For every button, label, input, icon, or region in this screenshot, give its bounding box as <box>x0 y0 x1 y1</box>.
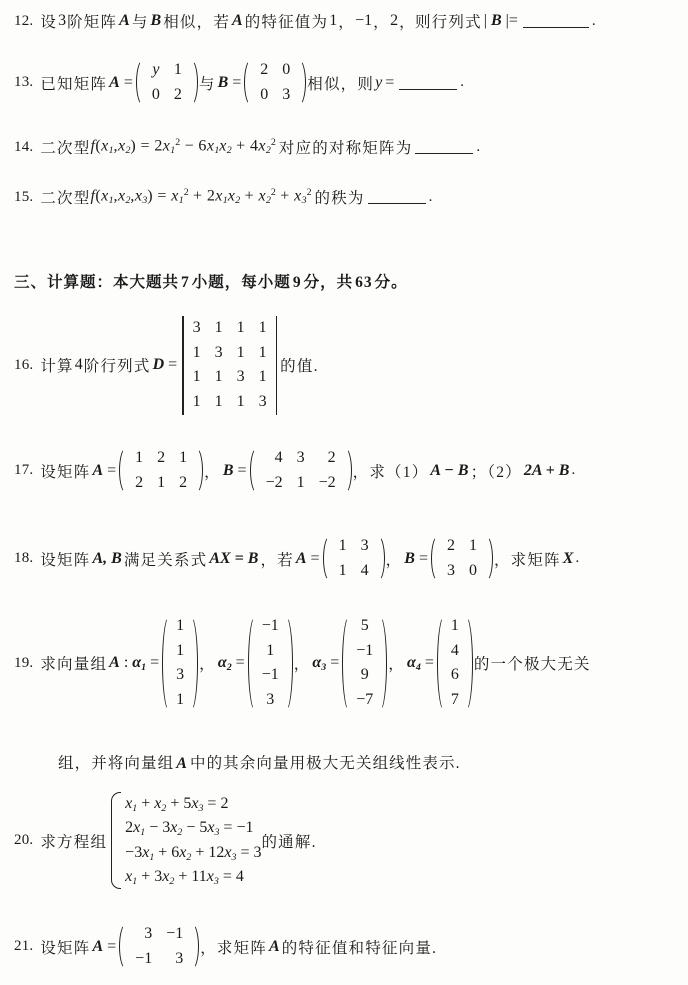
section-desc-2: 小题，每小题 <box>191 274 291 291</box>
matrix-cell: −1 <box>166 925 184 942</box>
question-16-order: 4 <box>74 356 83 374</box>
question-12-mid1: 与 <box>131 14 149 31</box>
question-18-equals-2: = <box>418 549 428 567</box>
matrix-cell: 3 <box>258 393 267 411</box>
matrix-cell: −7 <box>356 691 374 709</box>
matrix-cell: 0 <box>282 61 291 78</box>
question-19-continuation-1: 组，并将向量组 <box>58 755 175 772</box>
question-12-matrix-a2: A <box>232 12 243 29</box>
paren-left-icon <box>342 614 351 713</box>
question-14 <box>14 136 480 158</box>
question-21-matrix-a-name: A <box>92 937 104 955</box>
question-12-order: 3 <box>58 12 67 29</box>
section-title: 计算题： <box>47 274 114 291</box>
question-13-answer-blank[interactable] <box>399 76 457 90</box>
question-19-number: 19. <box>14 654 34 671</box>
question-19-vector-4-name: $\alpha_4$ <box>407 654 421 673</box>
question-14-period: . <box>476 138 481 155</box>
question-13-equals: = <box>123 73 133 91</box>
question-19-vector-3 <box>342 614 387 713</box>
question-15-period: . <box>428 188 433 205</box>
matrix-cell: 4 <box>274 449 283 466</box>
brace-left-icon <box>107 792 119 889</box>
matrix-cell: 1 <box>338 561 347 579</box>
question-16-determinant <box>180 316 279 415</box>
question-17 <box>14 446 575 495</box>
matrix-cell: −2 <box>318 473 336 491</box>
question-19 <box>14 614 591 713</box>
question-20-lead: 求方程组 <box>40 833 108 851</box>
matrix-cell: −1 <box>261 617 279 634</box>
det-bar-left-icon <box>182 316 184 415</box>
question-17-matrix-b <box>250 446 352 495</box>
question-18-relation: AX = B <box>209 549 259 567</box>
paren-left-icon <box>136 58 145 107</box>
question-17-equals-2: = <box>237 461 247 479</box>
matrix-cell: 4 <box>450 641 459 659</box>
paren-right-icon <box>189 614 198 713</box>
question-13-variable: y <box>375 73 383 91</box>
question-18-period: . <box>575 550 580 567</box>
equals-sign: = <box>424 654 434 672</box>
question-18-mid: 满足关系式 <box>123 551 208 569</box>
question-13-matrix-b <box>244 58 306 107</box>
matrix-cell: 1 <box>468 537 477 554</box>
question-15-lead: 二次型 <box>40 190 91 207</box>
question-17-matrix-a-name: A <box>92 461 104 479</box>
question-15-answer-blank[interactable] <box>368 190 426 204</box>
question-12 <box>14 10 596 32</box>
paren-right-icon <box>190 922 199 971</box>
question-17-matrix-b-name: B <box>222 461 234 479</box>
question-21 <box>14 922 437 971</box>
question-16-equals: = <box>168 356 178 374</box>
paren-left-icon <box>119 446 128 495</box>
vector-separator: ， <box>388 656 405 674</box>
matrix-cell: 1 <box>258 343 267 361</box>
matrix-cell: 0 <box>151 85 160 103</box>
equals-sign: = <box>150 654 160 672</box>
question-14-lead: 二次型 <box>40 140 91 157</box>
matrix-cell: 1 <box>176 617 185 634</box>
question-19-vector-1 <box>162 614 198 713</box>
question-12-lead: 设 <box>40 14 58 31</box>
question-13-matrix-b-name: B <box>217 73 229 91</box>
question-13-mid1: 与 <box>198 75 216 93</box>
paren-right-icon <box>284 614 293 713</box>
matrix-row <box>186 341 274 366</box>
matrix-cell: 3 <box>360 537 369 554</box>
matrix-row <box>186 316 274 341</box>
matrix-cell: −2 <box>265 473 283 491</box>
question-17-period: . <box>571 462 576 479</box>
section-desc-1: 本大题共 <box>113 274 180 291</box>
question-18-matrix-x-name: X <box>562 549 574 567</box>
question-19-continuation <box>58 751 461 773</box>
matrix-cell: 1 <box>176 641 185 659</box>
question-12-sep3: ， <box>399 14 415 31</box>
matrix-cell: −1 <box>261 666 279 684</box>
question-13 <box>14 58 464 107</box>
matrix-row <box>259 446 343 471</box>
question-21-tail-2: 的特征值和特征向量. <box>281 939 438 957</box>
paren-right-icon <box>297 58 306 107</box>
question-13-lead: 已知矩阵 <box>40 75 108 93</box>
matrix-cell: 1 <box>266 641 275 659</box>
matrix-cell: 1 <box>214 368 223 386</box>
equals-sign: = <box>235 654 245 672</box>
question-13-matrix-a-name: A <box>109 73 120 91</box>
matrix-cell: −1 <box>356 641 374 659</box>
matrix-cell: 3 <box>144 925 153 942</box>
matrix-cell: 2 <box>327 449 336 466</box>
matrix-cell: 9 <box>360 666 369 684</box>
matrix-cell: 3 <box>266 691 275 709</box>
question-19-lead: 求向量组 <box>40 656 108 674</box>
question-12-eigenvalue-2: −1 <box>355 12 373 29</box>
paren-right-icon <box>189 58 198 107</box>
matrix-cell: 3 <box>214 343 223 361</box>
matrix-cell: 1 <box>173 61 182 78</box>
question-13-mid2: 相似，则 <box>307 75 375 93</box>
matrix-cell: −1 <box>135 949 153 967</box>
question-12-number: 12. <box>14 12 34 29</box>
paren-right-icon <box>464 614 473 713</box>
question-18-comma: ，若 <box>260 551 294 569</box>
question-16-lead2: 阶行列式 <box>83 358 151 376</box>
question-18-number: 18. <box>14 550 34 567</box>
matrix-cell: 2 <box>179 473 188 491</box>
matrix-cell: 1 <box>214 393 223 411</box>
question-19-vector-4 <box>437 614 473 713</box>
section-per-score: 9 <box>292 274 302 291</box>
question-12-det-name: B <box>490 12 502 29</box>
matrix-cell: 3 <box>176 666 185 684</box>
question-19-tail: 的一个极大无关 <box>473 656 591 674</box>
question-13-number: 13. <box>14 74 34 91</box>
question-16-det-name: D <box>152 356 165 374</box>
question-19-vector-1-name: $\alpha_1$ <box>132 654 147 673</box>
paren-left-icon <box>250 446 259 495</box>
question-16 <box>14 316 319 415</box>
matrix-cell: 1 <box>192 343 201 361</box>
matrix-cell: 2 <box>135 473 144 491</box>
question-12-eigenvalue-1: 1 <box>329 12 338 29</box>
matrix-cell: 1 <box>450 617 459 634</box>
matrix-cell: 3 <box>192 319 201 336</box>
equals-sign: = <box>330 654 340 672</box>
question-12-period: . <box>591 12 596 29</box>
section-question-count: 7 <box>181 274 190 291</box>
matrix-row <box>259 471 343 496</box>
equation-2: $2x_1 - 3x_2 - 5x_3 = -1$ <box>125 819 254 839</box>
matrix-cell: 3 <box>175 949 184 967</box>
question-12-matrix-b: B <box>150 12 162 29</box>
question-12-mid4: 则行列式 <box>414 14 482 31</box>
question-21-tail: ，求矩阵 <box>200 939 268 957</box>
question-18-lead: 设矩阵 <box>40 551 91 569</box>
question-15 <box>14 186 432 208</box>
section-desc-3: 分，共 <box>303 274 354 291</box>
question-17-tail-1: ，求（1） <box>352 463 429 481</box>
matrix-row <box>128 947 190 972</box>
question-12-eigenvalue-3: 2 <box>390 12 399 29</box>
question-13-matrix-a <box>136 58 198 107</box>
question-12-mid3: 的特征值为 <box>244 14 329 31</box>
equation-4: $x_1 + 3x_2 + 11x_3 = 4$ <box>125 867 244 887</box>
matrix-cell: 7 <box>450 691 459 709</box>
paren-right-icon <box>194 446 203 495</box>
question-18-matrix-names: A, B <box>92 549 122 567</box>
matrix-cell: y <box>152 61 160 78</box>
matrix-row <box>186 365 274 390</box>
matrix-row <box>128 471 194 496</box>
matrix-cell: 5 <box>360 617 369 634</box>
matrix-cell: 3 <box>446 561 455 579</box>
paren-right-icon <box>378 614 387 713</box>
question-14-mid: 对应的对称矩阵为 <box>278 140 413 157</box>
question-20 <box>14 792 317 889</box>
matrix-row <box>128 922 190 947</box>
question-17-subtask-1: A − B <box>430 461 469 479</box>
question-17-comma: ， <box>204 463 221 481</box>
question-12-order-word: 阶矩阵 <box>67 14 118 31</box>
question-19-continuation-group: A <box>176 755 188 772</box>
section-total-score: 63 <box>355 274 373 291</box>
question-13-period: . <box>460 74 464 91</box>
matrix-cell: 2 <box>157 449 166 466</box>
question-20-tail: 的通解. <box>261 833 317 851</box>
matrix-cell: 1 <box>236 393 245 411</box>
matrix-cell: 1 <box>135 449 144 466</box>
paren-right-icon <box>343 446 352 495</box>
matrix-cell: 1 <box>258 319 267 336</box>
matrix-cell: 1 <box>296 473 305 491</box>
matrix-cell: 6 <box>450 666 459 684</box>
question-12-det-close: |= <box>505 12 518 29</box>
matrix-cell: 1 <box>176 691 185 709</box>
question-18 <box>14 534 579 583</box>
question-17-number: 17. <box>14 462 34 479</box>
matrix-cell: 1 <box>214 319 223 336</box>
question-17-matrix-a <box>119 446 203 495</box>
question-16-lead: 计算 <box>40 358 74 376</box>
paren-left-icon <box>431 534 440 583</box>
question-18-tail: ，求矩阵 <box>493 551 561 569</box>
question-21-matrix-a <box>119 922 199 971</box>
matrix-cell: 1 <box>258 368 267 386</box>
matrix-row <box>128 446 194 471</box>
matrix-cell: 1 <box>236 343 245 361</box>
question-15-mid: 的秩为 <box>314 190 365 207</box>
question-12-answer-blank[interactable] <box>523 14 589 28</box>
matrix-row <box>332 534 376 559</box>
question-12-matrix-a: A <box>119 12 130 29</box>
question-14-number: 14. <box>14 138 34 155</box>
question-15-expression: $f(x_1,x_2,x_3) = x_1^2 + 2x_1x_2 + x_2^2 + x_3^2$ <box>90 187 312 207</box>
question-21-lead: 设矩阵 <box>40 939 91 957</box>
matrix-cell: 0 <box>260 85 269 103</box>
matrix-cell: 1 <box>157 473 166 491</box>
question-16-number: 16. <box>14 356 34 373</box>
matrix-row <box>186 390 274 415</box>
matrix-cell: 3 <box>282 85 291 103</box>
question-20-number: 20. <box>14 832 34 849</box>
matrix-cell: 3 <box>236 368 245 386</box>
paren-left-icon <box>323 534 332 583</box>
question-17-subtask-2: 2A + B <box>523 461 570 479</box>
paren-left-icon <box>119 922 128 971</box>
matrix-cell: 1 <box>236 319 245 336</box>
paren-right-icon <box>376 534 385 583</box>
question-20-system <box>107 792 261 889</box>
question-15-number: 15. <box>14 188 34 205</box>
question-14-answer-blank[interactable] <box>415 140 473 154</box>
equation-3: $-3x_1 + 6x_2 + 12x_3 = 3$ <box>125 843 262 863</box>
question-12-mid2: 相似，若 <box>163 14 231 31</box>
matrix-cell: 2 <box>260 61 269 78</box>
question-18-equals: = <box>310 549 320 567</box>
question-19-colon: : <box>123 654 129 672</box>
question-18-matrix-a <box>323 534 385 583</box>
question-17-equals: = <box>107 461 117 479</box>
question-19-continuation-2: 中的其余向量用极大无关组线性表示. <box>189 755 461 772</box>
matrix-cell: 2 <box>446 537 455 554</box>
section-label: 三、 <box>14 274 48 291</box>
equation-1: $x_1 + x_2 + 5x_3 = 2$ <box>125 795 229 814</box>
paren-left-icon <box>244 58 253 107</box>
question-12-det-open: | <box>483 12 487 29</box>
matrix-cell: 1 <box>192 393 201 411</box>
matrix-cell: 1 <box>179 449 188 466</box>
question-19-vector-2 <box>248 614 293 713</box>
paren-left-icon <box>437 614 446 713</box>
matrix-cell: 4 <box>360 561 369 579</box>
det-bar-right-icon <box>276 316 278 415</box>
paren-left-icon <box>248 614 257 713</box>
question-18-matrix-b <box>431 534 493 583</box>
matrix-cell: 1 <box>192 368 201 386</box>
vector-separator: ， <box>293 656 311 674</box>
matrix-cell: 1 <box>338 537 347 554</box>
question-18-matrix-a-name: A <box>295 549 307 567</box>
section-heading <box>14 270 408 292</box>
question-21-matrix-a-name-2: A <box>269 937 280 955</box>
question-18-matrix-b-name: B <box>404 549 415 567</box>
question-17-tail-2: ；（2） <box>470 463 522 481</box>
question-14-expression: $f(x_1,x_2) = 2x_1^2 - 6x_1x_2 + 4x_2^2$ <box>90 137 276 157</box>
question-19-vector-3-name: $\alpha_3$ <box>312 654 327 673</box>
section-desc-4: 分。 <box>374 274 408 291</box>
question-12-sep1: ， <box>338 14 355 31</box>
question-19-vector-2-name: $\alpha_2$ <box>217 654 232 673</box>
question-12-sep2: ， <box>373 14 390 31</box>
question-13-equals-2: = <box>232 73 242 91</box>
matrix-row <box>332 559 376 584</box>
question-16-tail: 的值. <box>280 358 319 376</box>
matrix-cell: 0 <box>468 561 477 579</box>
question-21-number: 21. <box>14 938 34 955</box>
matrix-cell: 2 <box>173 85 182 103</box>
question-17-lead: 设矩阵 <box>40 463 91 481</box>
vector-separator: ， <box>199 656 216 674</box>
question-19-group-name: A <box>109 654 120 672</box>
paren-left-icon <box>162 614 171 713</box>
matrix-cell: 3 <box>296 449 305 466</box>
question-13-equals-3: = <box>385 73 395 91</box>
question-18-comma-2: ， <box>385 551 403 569</box>
paren-right-icon <box>484 534 493 583</box>
question-21-equals: = <box>107 937 117 955</box>
